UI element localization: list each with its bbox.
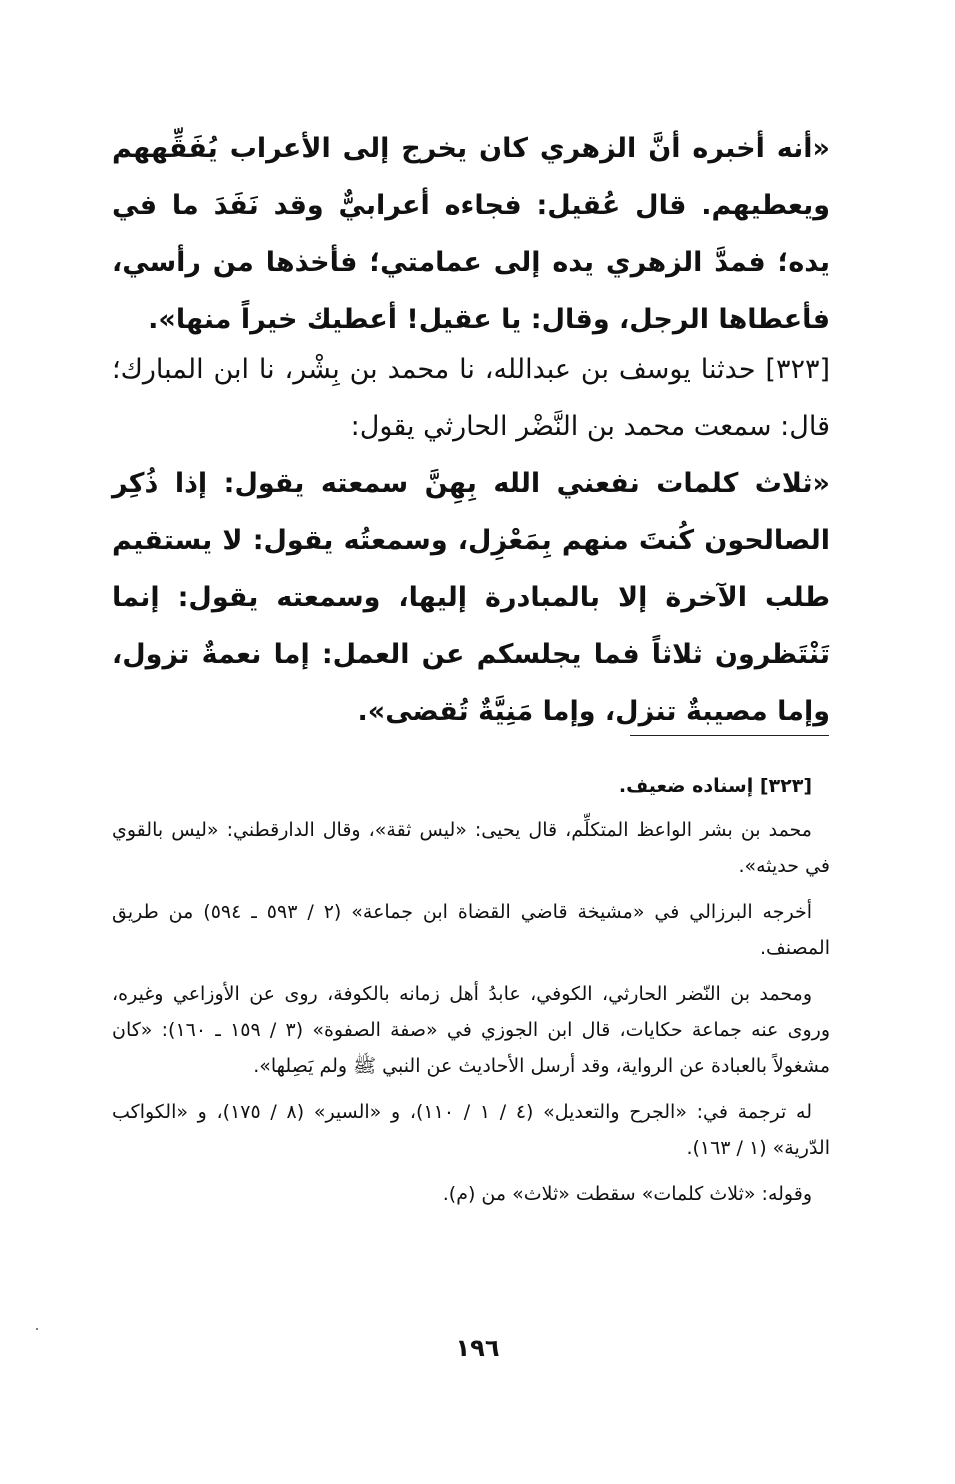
page-number: ١٩٦ [455, 1334, 500, 1362]
quote-paragraph: «ثلاث كلمات نفعني الله بِهِنَّ سمعته يقول: إذا ذُكِر الصالحون كُنتَ منهم بِمَعْزِل، وسمعتُه يقول: لا يستقيم طلب الآخرة إلا بالمبادرة إليها، وسمعته يقول: إنما تَنْتَظرون ثلاثاً فما يجلسكم عن العمل: إما نعمةٌ تزول، وإما مصيبةٌ تنزل، وإما مَنِيَّةٌ تُقضى». [112, 468, 830, 727]
footnotes-section [112, 768, 830, 1222]
main-text-quote-2 [112, 455, 830, 740]
footnote-item: ومحمد بن النّضر الحارثي، الكوفي، عابدُ أهل زمانه بالكوفة، روى عن الأوزاعي وغيره، وروى عنه جماعة حكايات، قال ابن الجوزي في «صفة الصفوة» (٣ / ١٥٩ ـ ١٦٠): «كان مشغولاً بالعبادة عن الرواية، وقد أرسل الأحاديث عن النبي ﷺ ولم يَصِلها». [112, 983, 830, 1077]
quote-paragraph: «أنه أخبره أنَّ الزهري كان يخرج إلى الأعراب يُفَقِّههم ويعطيهم. قال عُقيل: فجاءه أعرابيٌّ وقد نَفَدَ ما في يده؛ فمدَّ الزهري يده إلى عمامتي؛ فأخذها من رأسي، فأعطاها الرجل، وقال: يا عقيل! أعطيك خيراً منها». [112, 133, 830, 335]
footnote-item: وقوله: «ثلاث كلمات» سقطت «ثلاث» من (م). [442, 1183, 812, 1205]
footnote-divider [630, 735, 829, 736]
scan-speck [36, 1328, 38, 1330]
isnad-paragraph: [٣٢٣] حدثنا يوسف بن عبدالله، نا محمد بن بِشْر، نا ابن المبارك؛ قال: سمعت محمد بن النَّضْر الحارثي يقول: [112, 354, 830, 442]
footnote-heading: [٣٢٣] إسناده ضعيف. [618, 775, 812, 797]
main-text-quote-1 [112, 120, 830, 348]
footnote-item: له ترجمة في: «الجرح والتعديل» (٤ / ١ / ١١٠)، و «السير» (٨ / ١٧٥)، و «الكواكب الدّرية» (١ / ١٦٣). [112, 1101, 830, 1159]
footnote-item: محمد بن بشر الواعظ المتكلِّم، قال يحيى: «ليس ثقة»، وقال الدارقطني: «ليس بالقوي في حديثه». [112, 819, 830, 877]
main-text-hadith-323 [112, 341, 830, 455]
footnote-item: أخرجه البرزالي في «مشيخة قاضي القضاة ابن جماعة» (٢ / ٥٩٣ ـ ٥٩٤) من طريق المصنف. [112, 901, 830, 959]
